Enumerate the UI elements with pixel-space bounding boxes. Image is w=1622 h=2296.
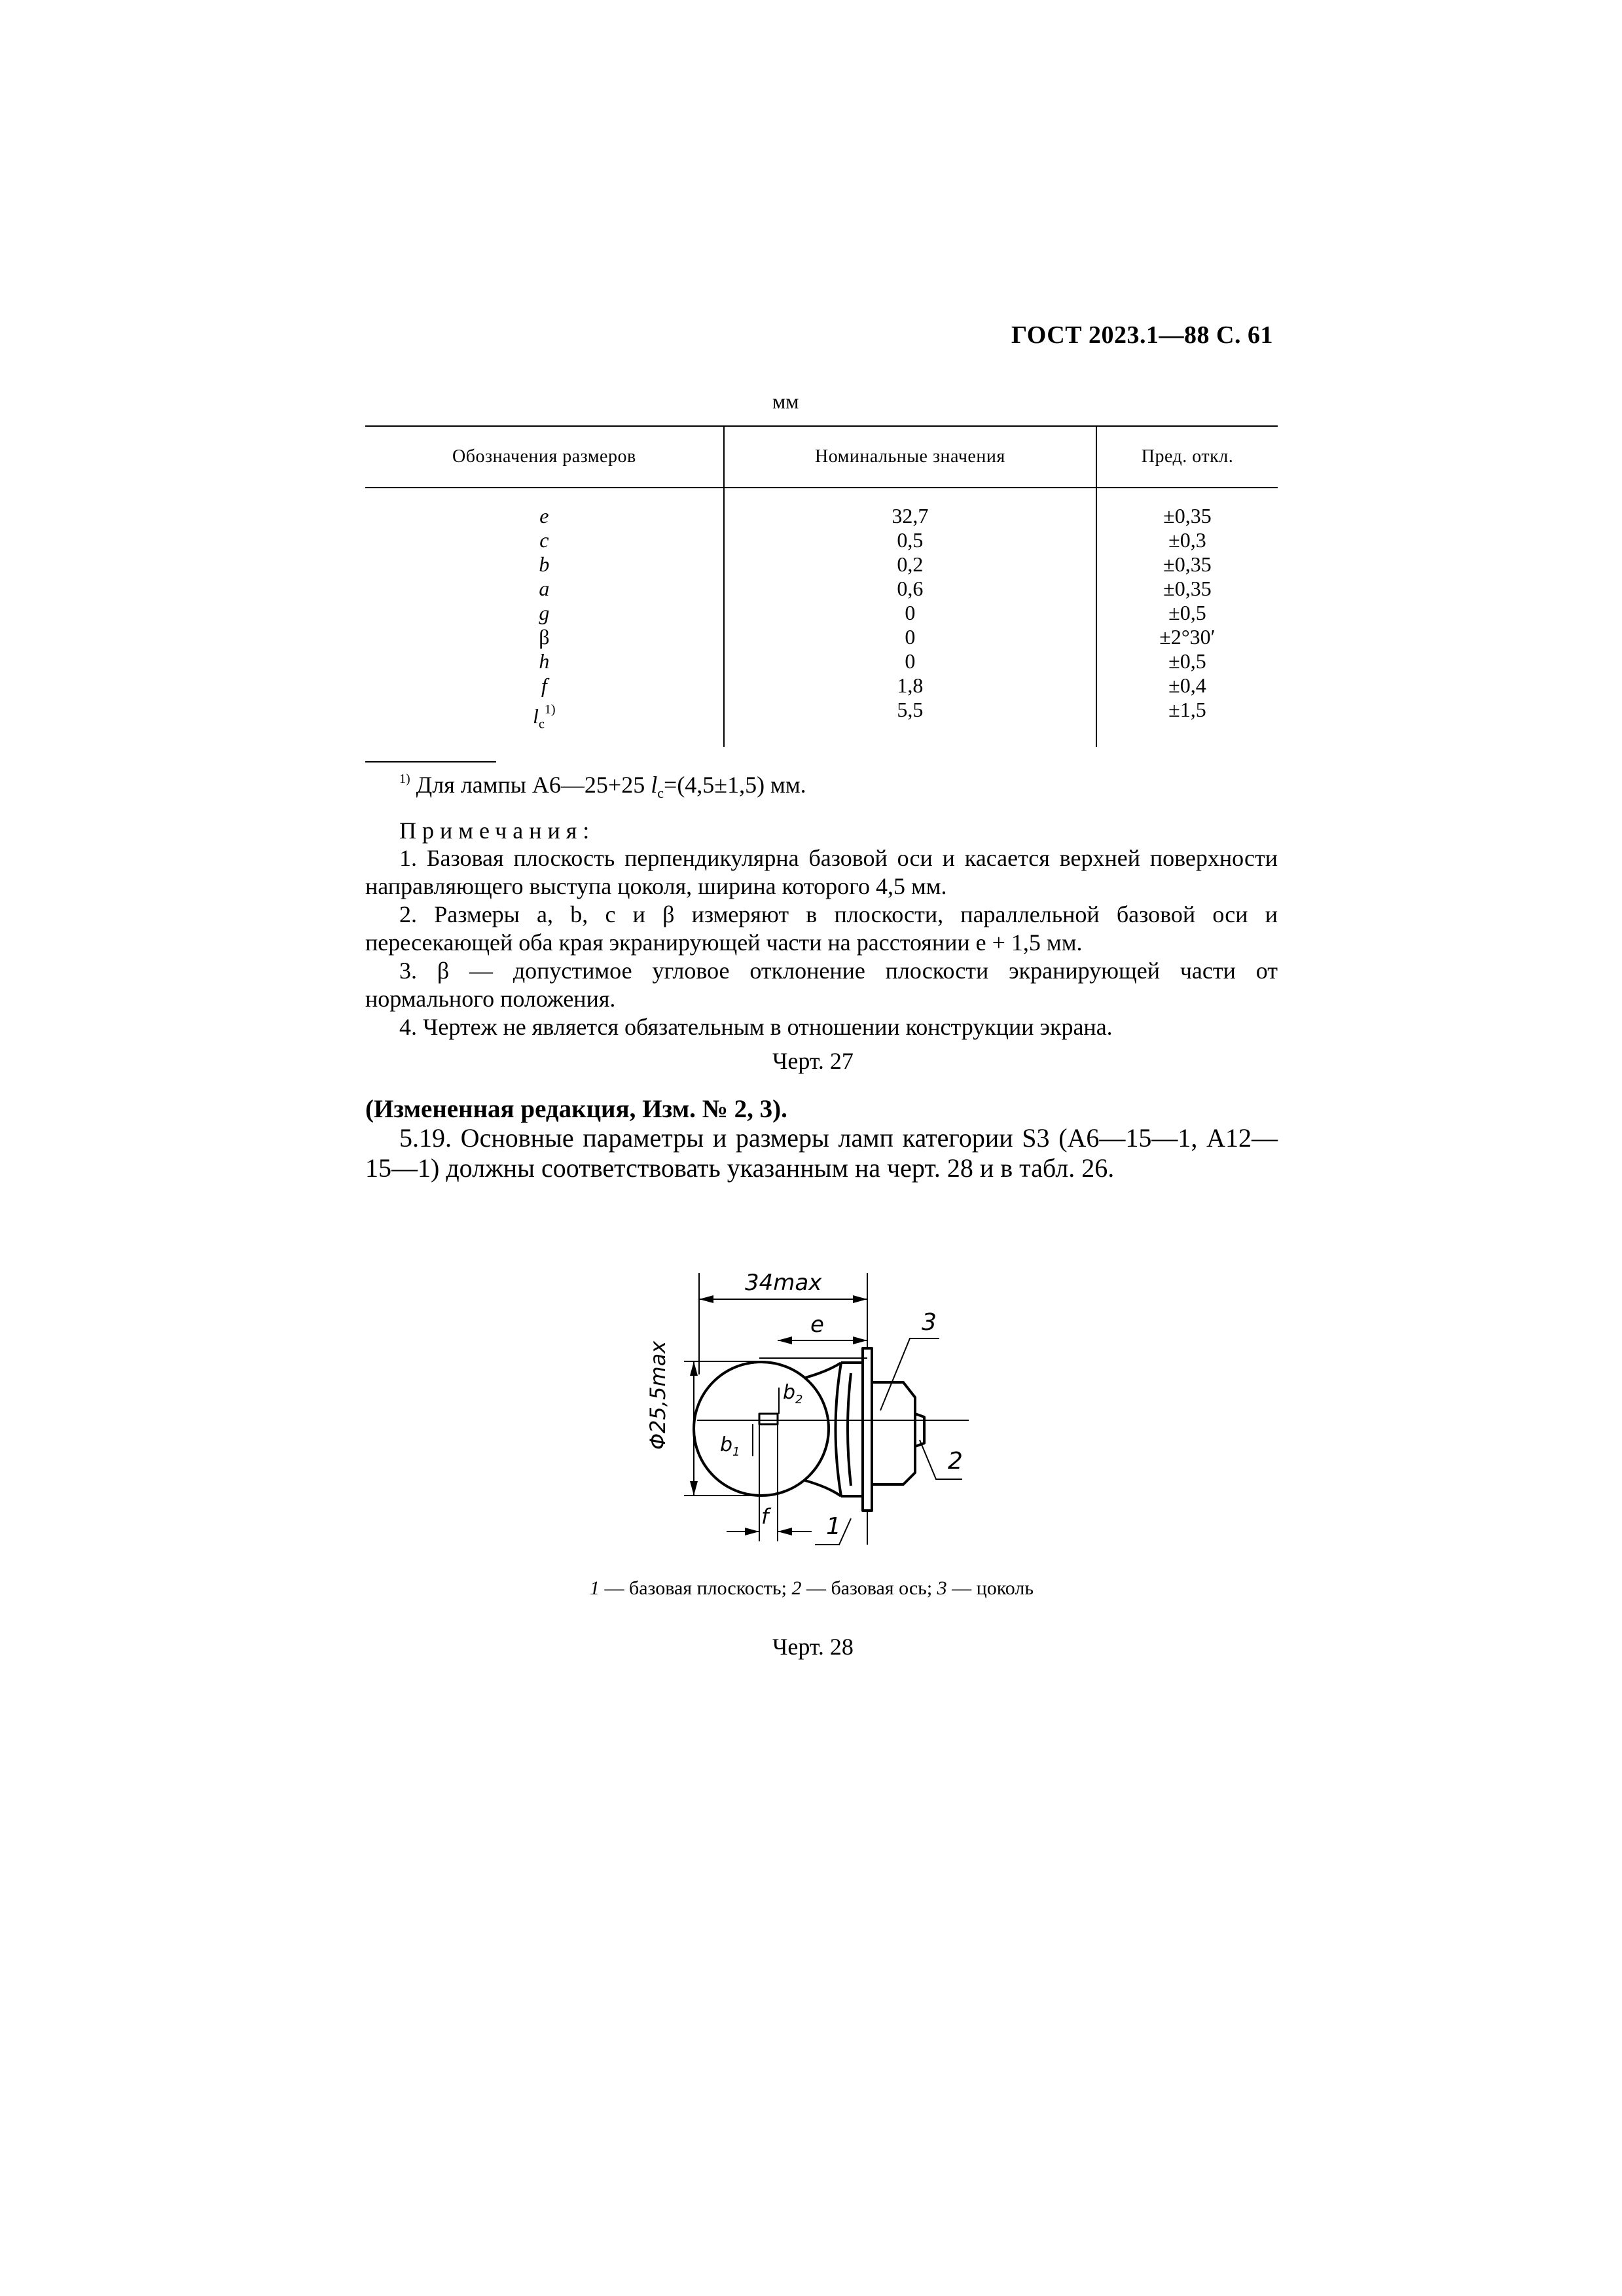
callout-2: 2 <box>948 1448 963 1475</box>
row-tolerance: ±0,35 <box>1096 552 1278 577</box>
label-b2-letter: b <box>783 1381 796 1404</box>
footnote-var-sub: c <box>657 785 664 802</box>
row-symbol: a <box>539 577 550 600</box>
caption-num-3: 3 <box>937 1577 947 1599</box>
note-3: 3. β — допустимое угловое отклонение плоскости экранирующей части от нормального положения. <box>365 958 1278 1012</box>
page-header: ГОСТ 2023.1—88 С. 61 <box>1011 321 1273 349</box>
bulb-outline <box>694 1362 829 1496</box>
callout-3: 3 <box>922 1309 937 1336</box>
label-b1-sub: 1 <box>732 1445 740 1459</box>
row-tolerance: ±0,35 <box>1096 577 1278 601</box>
row-tolerance: ±0,5 <box>1096 601 1278 625</box>
row-symbol: β <box>539 625 550 649</box>
table-row <box>365 577 1278 601</box>
callout-1: 1 <box>826 1513 841 1540</box>
row-nominal: 0,6 <box>724 577 1096 601</box>
row-tolerance: ±1,5 <box>1096 698 1278 747</box>
changed-edition: (Измененная редакция, Изм. № 2, 3). <box>365 1095 787 1123</box>
row-symbol: h <box>539 649 550 673</box>
row-symbol: c <box>539 528 549 552</box>
row-nominal: 0 <box>724 649 1096 673</box>
notes-title: Примечания: <box>399 817 596 844</box>
row-symbol: g <box>539 601 550 624</box>
table-row <box>365 528 1278 552</box>
row-symbol: f <box>541 673 547 697</box>
footnote-mark: 1) <box>544 702 556 717</box>
caption-text-2: — базовая ось; <box>801 1577 937 1599</box>
caption-text-3: — цоколь <box>946 1577 1034 1599</box>
label-b2 <box>783 1381 803 1407</box>
note-2: 2. Размеры a, b, c и β измеряют в плоскости, параллельной базовой оси и пересекающей оба края экранирующей части на расстоянии e + 1,5 мм. <box>365 901 1278 956</box>
row-nominal: 0,5 <box>724 528 1096 552</box>
column-header-symbol: Обозначения размеров <box>365 426 724 488</box>
leader-3 <box>880 1338 939 1410</box>
lamp-drawing <box>641 1257 1047 1558</box>
label-b2-sub: 2 <box>795 1393 803 1407</box>
row-symbol: e <box>539 504 549 528</box>
footnote-var: l <box>651 772 658 798</box>
symbol-subscript: c <box>539 717 545 732</box>
caption-text-1: — базовая плоскость; <box>599 1577 792 1599</box>
row-nominal: 5,5 <box>724 698 1096 747</box>
row-nominal: 1,8 <box>724 673 1096 698</box>
row-tolerance: ±2°30′ <box>1096 625 1278 649</box>
row-symbol: b <box>539 552 550 576</box>
row-nominal: 0 <box>724 601 1096 625</box>
label-b1-letter: b <box>720 1433 733 1456</box>
filament <box>759 1414 778 1424</box>
reference-flange <box>863 1348 872 1511</box>
row-tolerance: ±0,4 <box>1096 673 1278 698</box>
table-row <box>365 601 1278 625</box>
figure-27-label: Черт. 27 <box>772 1048 854 1074</box>
footnote-text: Для лампы А6—25+25 <box>416 772 651 798</box>
row-nominal: 0 <box>724 625 1096 649</box>
table-row <box>365 698 1278 747</box>
label-e: e <box>810 1312 824 1338</box>
base-ring <box>848 1373 851 1486</box>
column-header-tolerance: Пред. откл. <box>1096 426 1278 488</box>
dimensions-table <box>365 425 1278 747</box>
row-symbol <box>365 698 724 747</box>
row-tolerance: ±0,5 <box>1096 649 1278 673</box>
label-b1 <box>720 1433 740 1459</box>
paragraph-5-19: 5.19. Основные параметры и размеры ламп категории S3 (А6—15—1, А12—15—1) должны соответствовать указанным на черт. 28 и в табл. 26. <box>365 1123 1278 1183</box>
table-row <box>365 649 1278 673</box>
caption-num-2: 2 <box>791 1577 802 1599</box>
caption-num-1: 1 <box>589 1577 600 1599</box>
figure-28-label: Черт. 28 <box>772 1634 854 1660</box>
footnote-mark: 1) <box>399 772 410 786</box>
label-34max: 34max <box>745 1270 822 1296</box>
row-tolerance: ±0,3 <box>1096 528 1278 552</box>
table-unit: мм <box>772 389 799 413</box>
row-nominal: 0,2 <box>724 552 1096 577</box>
footnote-separator <box>365 761 496 762</box>
table-row <box>365 552 1278 577</box>
label-f: f <box>761 1504 769 1529</box>
figure-28-caption <box>543 1577 1080 1600</box>
table-row <box>365 488 1278 528</box>
socket-body <box>872 1382 915 1484</box>
symbol-letter: l <box>533 704 539 728</box>
label-diameter: Φ25,5max <box>645 1340 670 1450</box>
footnote-text-end: =(4,5±1,5) мм. <box>664 772 806 798</box>
column-header-nominal: Номинальные значения <box>724 426 1096 488</box>
table-row <box>365 673 1278 698</box>
table-row <box>365 625 1278 649</box>
note-1: 1. Базовая плоскость перпендикулярна базовой оси и касается верхней поверхности направляющего выступа цоколя, ширина которого 4,5 мм. <box>365 845 1278 899</box>
footnote <box>399 771 806 802</box>
row-nominal: 32,7 <box>724 488 1096 528</box>
note-4: 4. Чертеж не является обязательным в отношении конструкции экрана. <box>399 1014 1113 1040</box>
row-tolerance: ±0,35 <box>1096 488 1278 528</box>
